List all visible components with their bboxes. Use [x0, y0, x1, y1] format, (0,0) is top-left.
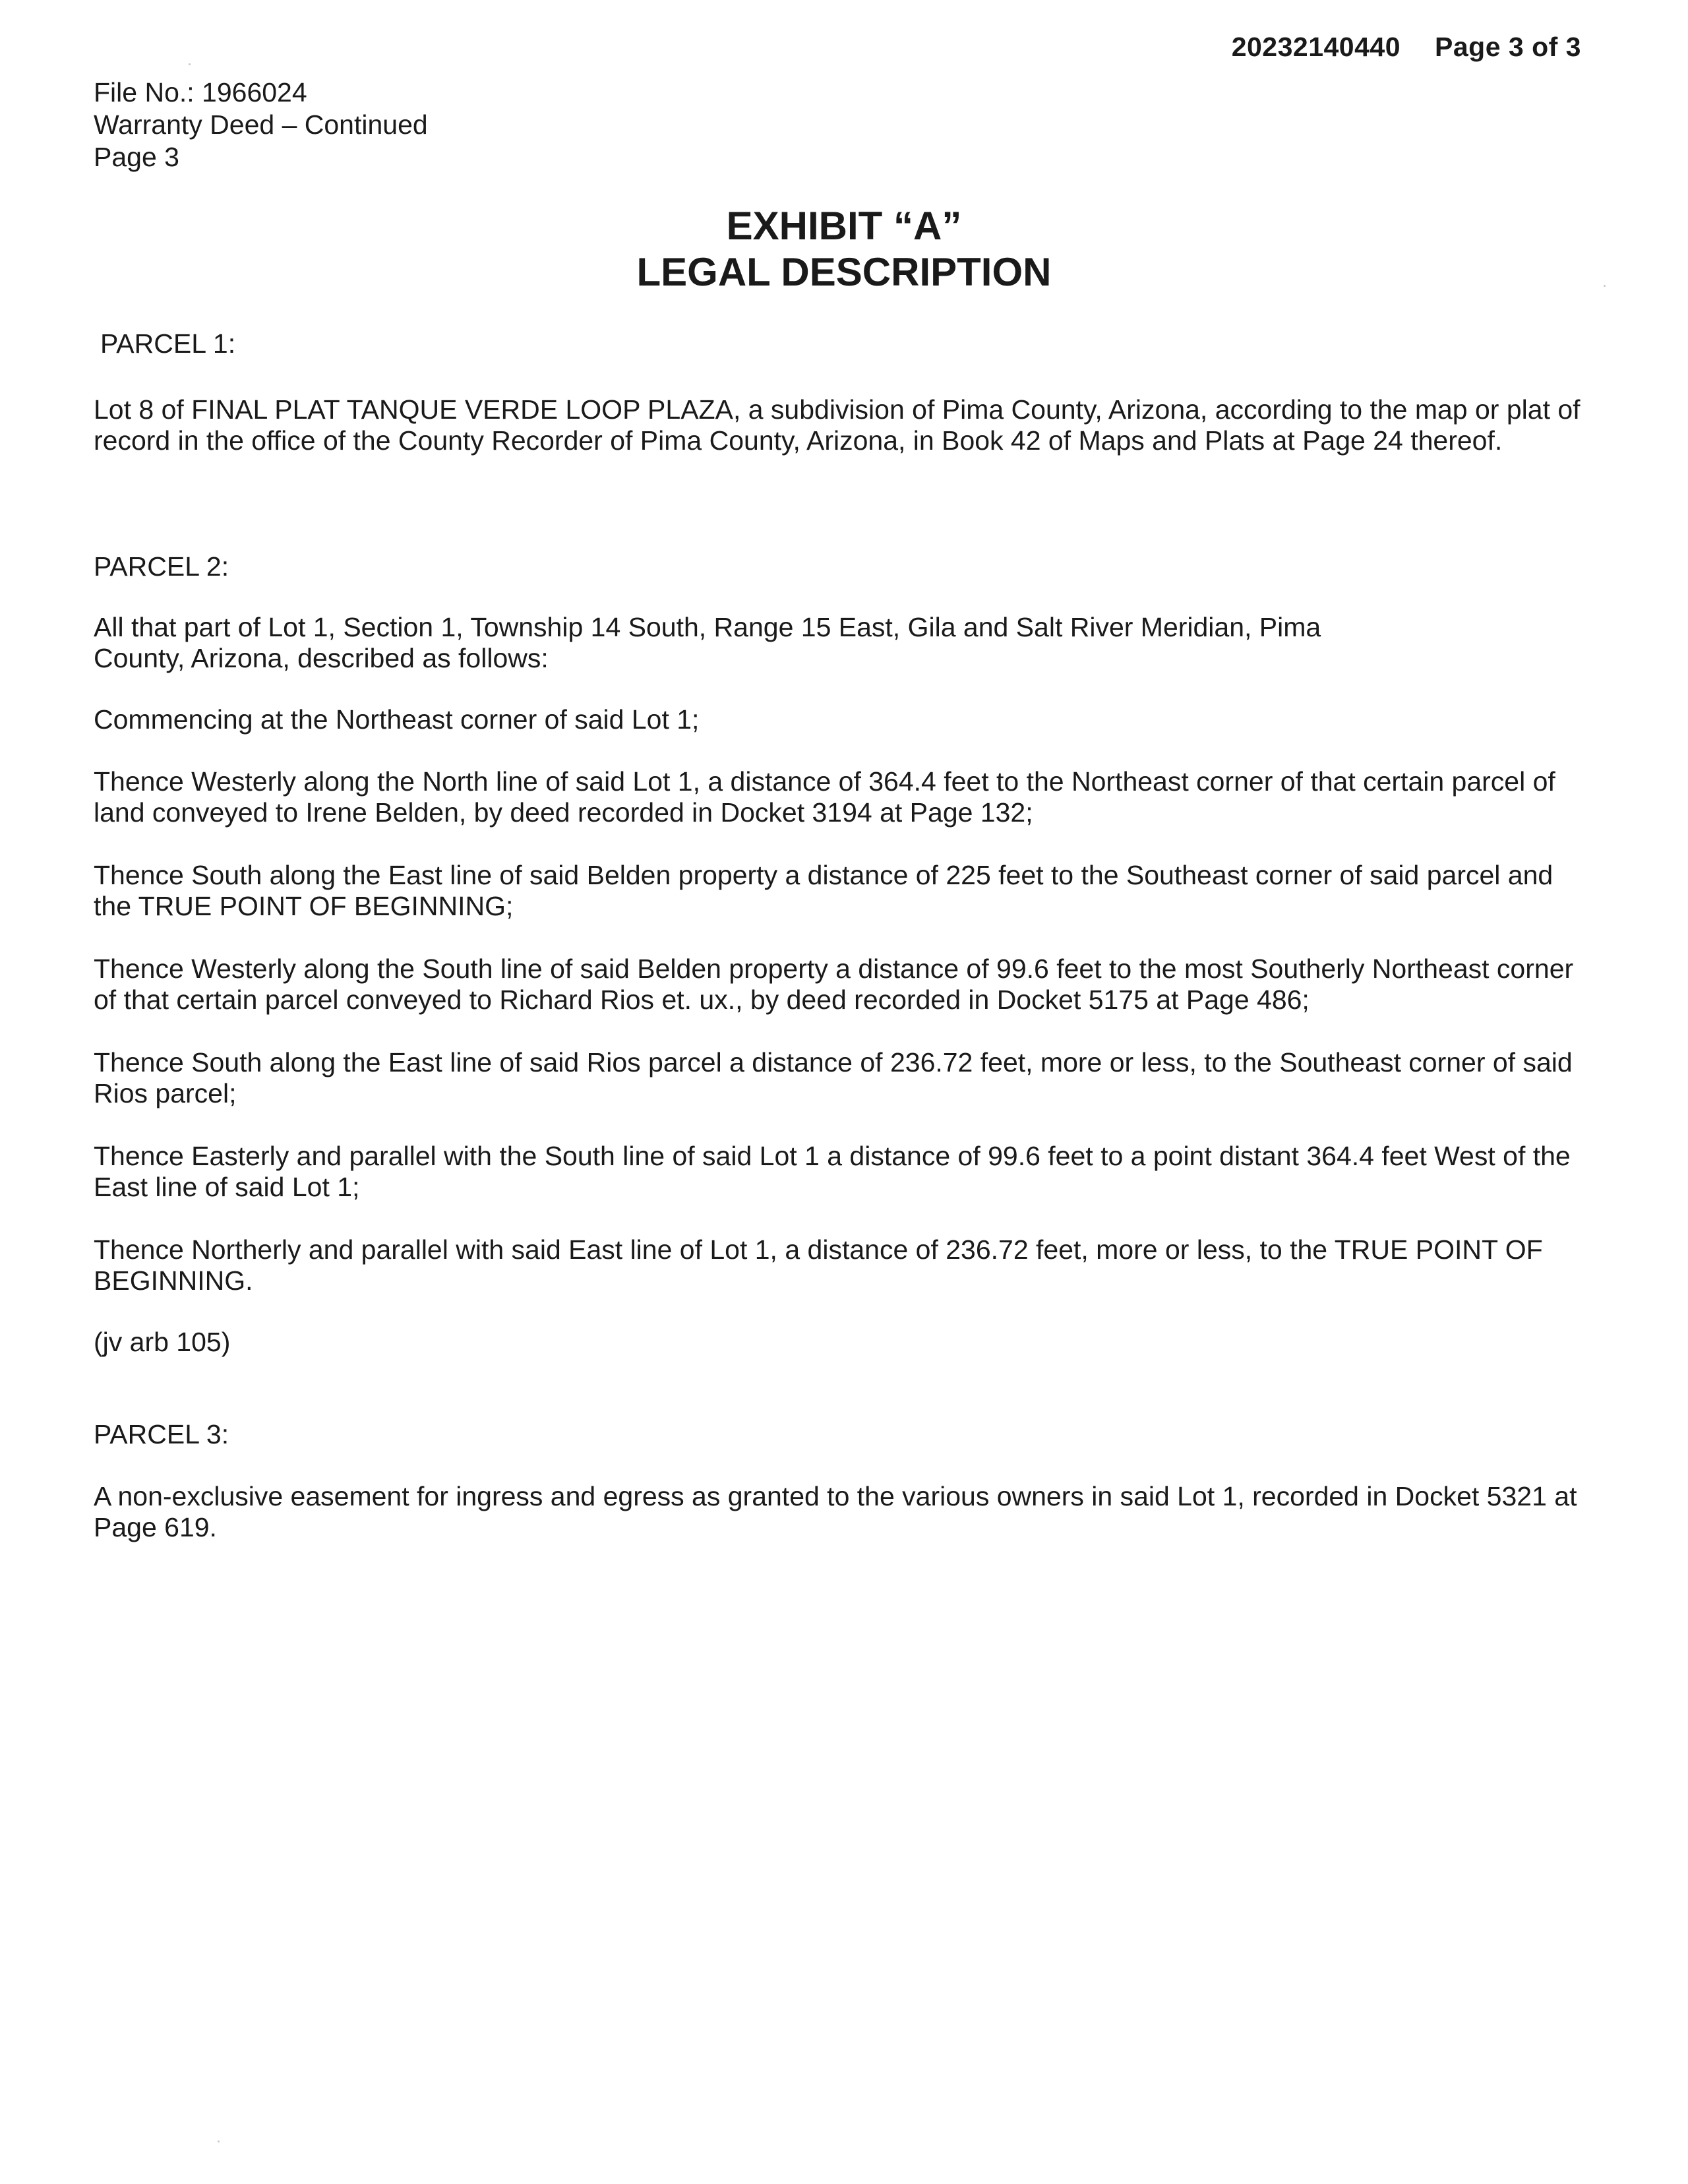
header-page-number: Page 3: [94, 142, 179, 172]
parcel-2-course-1-text: Thence Westerly along the North line of said Lot 1, a distance of 364.4 feet to the Northeast corner of that certain parcel of land conveyed to Irene Belden, by deed recorded in Docket 3194 at Page 132;: [94, 766, 1555, 828]
scan-speck: [218, 2140, 220, 2142]
parcel-1-description: [94, 394, 1590, 456]
parcel-2-intro: [94, 612, 1399, 674]
scan-speck: [1604, 285, 1606, 287]
deed-title: Warranty Deed – Continued: [94, 109, 428, 140]
parcel-2-course-4-text: Thence South along the East line of said Rios parcel a distance of 236.72 feet, more or less, to the Southeast corner of said Rios parcel;: [94, 1047, 1573, 1108]
parcel-3-text: A non-exclusive easement for ingress and egress as granted to the various owners in said Lot 1, recorded in Docket 5321 at Page 619.: [94, 1481, 1577, 1542]
parcel-2-course-1: [94, 766, 1590, 828]
page-count-label: Page 3 of 3: [1435, 32, 1581, 62]
file-header: [94, 76, 428, 173]
parcel-2-course-5: [94, 1141, 1590, 1203]
legal-description-heading: LEGAL DESCRIPTION: [636, 250, 1052, 294]
parcel-2-intro-text: All that part of Lot 1, Section 1, Township 14 South, Range 15 East, Gila and Salt River Meridian, Pima County, Arizona, described as follows:: [94, 612, 1321, 673]
exhibit-heading: EXHIBIT “A”: [726, 204, 962, 248]
parcel-2-course-3: [94, 954, 1590, 1016]
exhibit-title: [0, 203, 1688, 295]
recording-number: 20232140440: [1231, 32, 1401, 62]
parcel-2-commencing: [94, 704, 1590, 735]
scan-speck: [189, 63, 191, 65]
file-number: File No.: 1966024: [94, 77, 307, 107]
parcel-2-course-2: [94, 860, 1590, 922]
parcel-2-reference-text: (jv arb 105): [94, 1327, 231, 1357]
recording-stamp: [1232, 32, 1581, 63]
parcel-1-text: Lot 8 of FINAL PLAT TANQUE VERDE LOOP PLAZA, a subdivision of Pima County, Arizona, according to the map or plat of record in the office of the County Recorder of Pima County, Arizona, in Book 42 of Maps and Plats at Page 24 thereof.: [94, 394, 1581, 456]
parcel-2-reference: [94, 1327, 1590, 1358]
parcel-2-commencing-text: Commencing at the Northeast corner of said Lot 1;: [94, 704, 700, 735]
parcel-2-course-2-text: Thence South along the East line of said Belden property a distance of 225 feet to the Southeast corner of said parcel and the TRUE POINT OF BEGINNING;: [94, 860, 1553, 921]
parcel-2-course-6-text: Thence Northerly and parallel with said East line of Lot 1, a distance of 236.72 feet, more or less, to the TRUE POINT OF BEGINNING.: [94, 1234, 1543, 1296]
parcel-1-heading: PARCEL 1:: [100, 328, 236, 359]
parcel-2-course-6: [94, 1234, 1590, 1296]
parcel-2-heading: PARCEL 2:: [94, 551, 229, 582]
parcel-2-course-4: [94, 1047, 1590, 1109]
parcel-2-course-5-text: Thence Easterly and parallel with the South line of said Lot 1 a distance of 99.6 feet to a point distant 364.4 feet West of the East line of said Lot 1;: [94, 1141, 1571, 1202]
parcel-3-heading: PARCEL 3:: [94, 1419, 229, 1449]
parcel-2-course-3-text: Thence Westerly along the South line of said Belden property a distance of 99.6 feet to the most Southerly Northeast corner of that certain parcel conveyed to Richard Rios et. ux., by deed recorded in Docket 5175 at Page 486;: [94, 954, 1574, 1015]
parcel-3-description: [94, 1481, 1590, 1543]
